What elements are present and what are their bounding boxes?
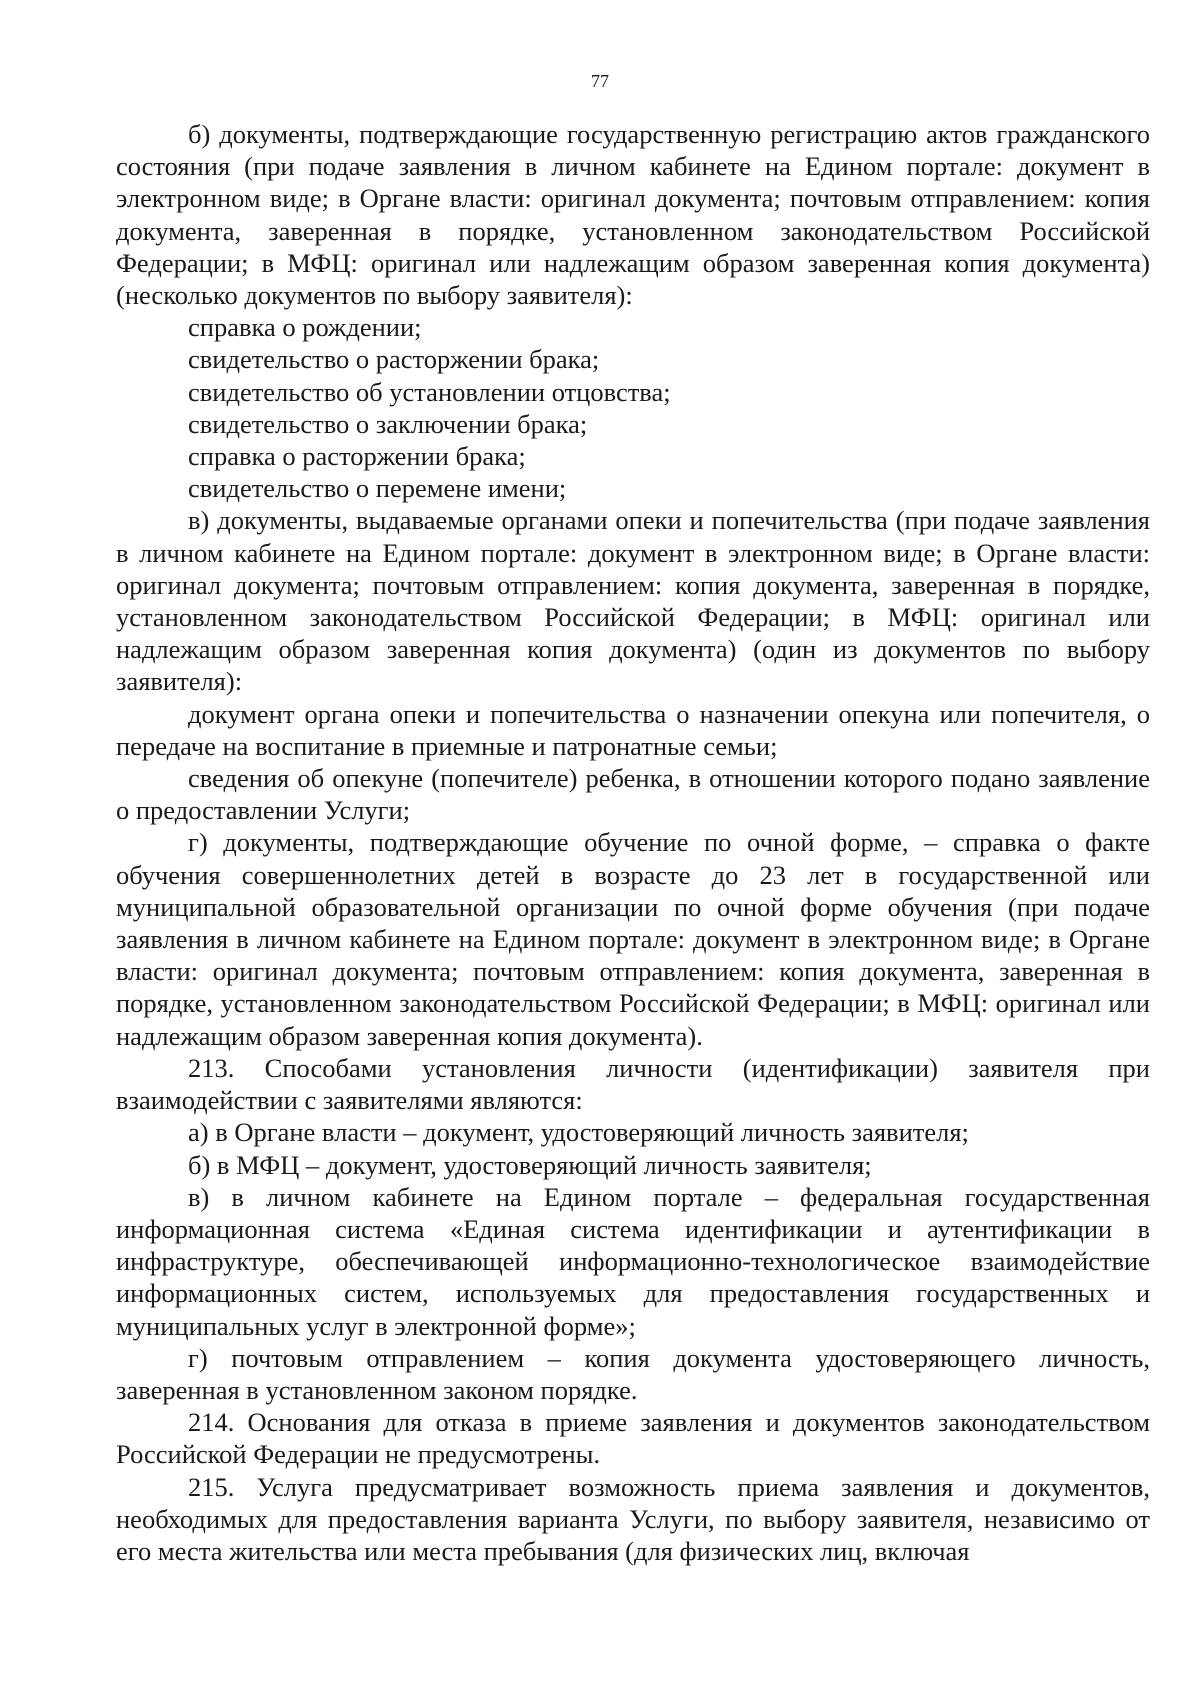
list-item-divorce-certificate: свидетельство о расторжении брака; — [188, 344, 600, 375]
paragraph-213-identification: 213. Способами установления личности (идентификации) заявителя при взаимодействии с заявителями являются: — [116, 1052, 1150, 1116]
paragraph-214-refusal-grounds: 214. Основания для отказа в приеме заявления и документов законодательством Российской Федерации не предусмотрены. — [116, 1407, 1150, 1470]
list-item-name-change-certificate: свидетельство о перемене имени; — [188, 473, 567, 504]
list-item-identification-portal: в) в личном кабинете на Едином портале – федеральная государственная информационная система «Единая система идентификации и аутентификации в инфраструктуре, обеспечивающей информационно-технологическое взаимодействие информационных систем, используемых для предоставления государственных и муниципальных услуг в электронной форме»; — [116, 1181, 1150, 1341]
list-item-paternity-certificate: свидетельство об установлении отцовства; — [188, 376, 671, 407]
page-number: 77 — [591, 71, 609, 91]
list-item-birth-certificate: справка о рождении; — [188, 312, 422, 343]
paragraph-215-extraterritorial-principle: 215. Услуга предусматривает возможность приема заявления и документов, необходимых для предоставления варианта Услуги, по выбору заявителя, независимо от его места жительства или места пребывания (для физических лиц, включая — [116, 1471, 1150, 1566]
list-item-marriage-certificate: свидетельство о заключении брака; — [188, 408, 588, 439]
list-item-guardianship-decision: документ органа опеки и попечительства о назначении опекуна или попечителя, о передаче на воспитание в приемные и патронатные семьи; — [116, 698, 1150, 761]
list-item-guardian-information: сведения об опекуне (попечителе) ребенка, в отношении которого подано заявление о предоставлении Услуги; — [116, 763, 1150, 826]
list-item-identification-mfc: б) в МФЦ – документ, удостоверяющий личность заявителя; — [188, 1149, 872, 1180]
list-item-identification-mail: г) почтовым отправлением – копия документа удостоверяющего личность, заверенная в установленном законом порядке. — [116, 1342, 1150, 1405]
document-body — [116, 118, 1150, 1567]
list-item-identification-authority: а) в Органе власти – документ, удостоверяющий личность заявителя; — [188, 1117, 969, 1148]
paragraph-g-full-time-study-documents: г) документы, подтверждающие обучение по очной форме, – справка о факте обучения совершеннолетних детей в возрасте до 23 лет в государственной или муниципальной образовательной организации по очной форме обучения (при подаче заявления в личном кабинете на Едином портале: документ в электронном виде; в Органе власти: оригинал документа; почтовым отправлением: копия документа, заверенная в порядке, установленном законодательством Российской Федерации; в МФЦ: оригинал или надлежащим образом заверенная копия документа). — [116, 827, 1150, 1051]
paragraph-b-civil-status-documents: б) документы, подтверждающие государственную регистрацию актов гражданского состояния (при подаче заявления в личном кабинете на Едином портале: документ в электронном виде; в Органе власти: оригинал документа; почтовым отправлением: копия документа, заверенная в порядке, установленном законодательством Российской Федерации; в МФЦ: оригинал или надлежащим образом заверенная копия документа) (несколько документов по выбору заявителя): — [116, 119, 1150, 311]
list-item-divorce-reference: справка о расторжении брака; — [188, 441, 526, 472]
paragraph-v-guardianship-documents: в) документы, выдаваемые органами опеки и попечительства (при подаче заявления в личном кабинете на Едином портале: документ в электронном виде; в Органе власти: оригинал документа; почтовым отправлением: копия документа, заверенная в порядке, установленном законодательством Российской Федерации; в МФЦ: оригинал или надлежащим образом заверенная копия документа) (один из документов по выбору заявителя): — [116, 505, 1150, 697]
